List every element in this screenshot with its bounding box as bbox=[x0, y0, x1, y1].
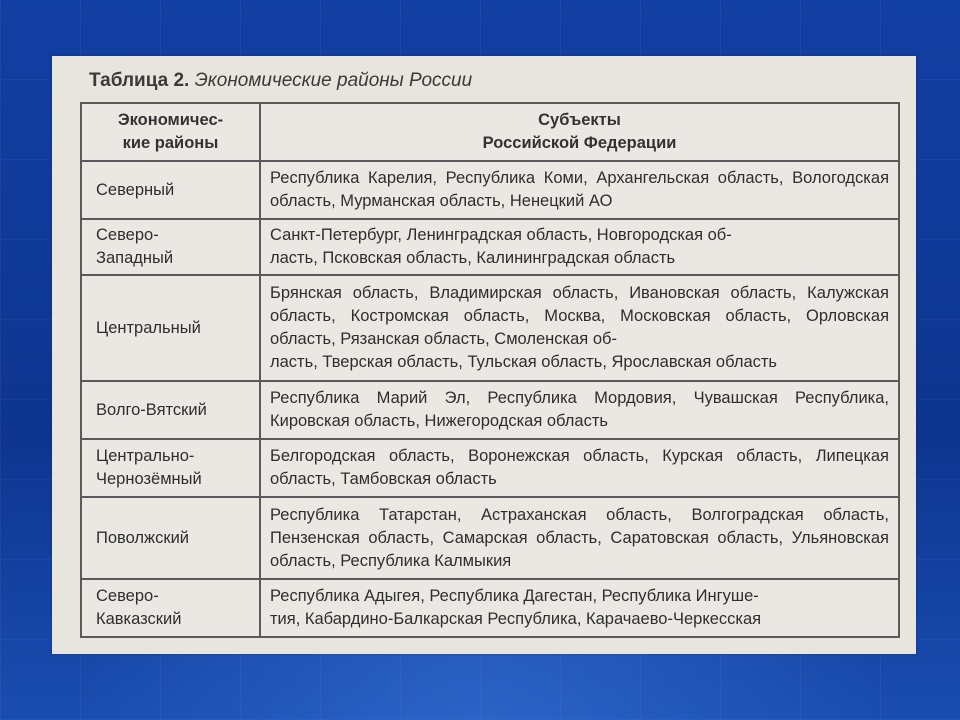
table-caption bbox=[89, 70, 472, 92]
table-header-row bbox=[81, 103, 899, 161]
subjects-cell bbox=[260, 439, 899, 497]
subjects-cell bbox=[260, 275, 899, 381]
table-caption-number: Таблица 2. bbox=[89, 70, 190, 91]
region-name: Северо- Западный bbox=[96, 226, 174, 267]
table-row bbox=[81, 381, 899, 439]
subjects-cell bbox=[260, 161, 899, 219]
table-row bbox=[81, 497, 899, 579]
region-cell bbox=[81, 439, 260, 497]
region-name: Поволжский bbox=[96, 528, 189, 547]
subjects-text: Республика Марий Эл, Республика Мордовия, Чувашская Республика, Кировская область, Нижегородская область bbox=[270, 389, 889, 430]
subjects-text: Белгородская область, Воронежская область, Курская область, Липецкая область, Тамбовская область bbox=[270, 447, 889, 488]
region-cell bbox=[81, 497, 260, 579]
table-row bbox=[81, 439, 899, 497]
region-cell bbox=[81, 219, 260, 275]
subjects-text: Санкт-Петербург, Ленинградская область, Новгородская об- ласть, Псковская область, Калининградская область bbox=[270, 226, 732, 267]
subjects-text: Республика Карелия, Республика Коми, Архангельская область, Вологодская область, Мурманская область, Ненецкий АО bbox=[270, 169, 889, 210]
table-row bbox=[81, 275, 899, 381]
table-row bbox=[81, 219, 899, 275]
region-name: Северо- Кавказский bbox=[96, 587, 182, 628]
economic-regions-table bbox=[80, 102, 900, 638]
table-row bbox=[81, 161, 899, 219]
header-economic-regions: Экономичес- кие районы bbox=[81, 103, 260, 161]
region-name: Северный bbox=[96, 180, 175, 199]
region-name: Центрально- Чернозёмный bbox=[96, 447, 202, 488]
subjects-text: Брянская область, Владимирская область, Ивановская область, Калужская область, Костромская область, Москва, Московская область, Орловская область, Рязанская область, Смоленская об- ласть, Тверская область, Тульская область, Ярославская область bbox=[270, 284, 889, 371]
subjects-text: Республика Адыгея, Республика Дагестан, Республика Ингуше- тия, Кабардино-Балкарская Республика, Карачаево-Черкесская bbox=[270, 587, 762, 628]
region-name: Волго-Вятский bbox=[96, 400, 207, 419]
region-cell bbox=[81, 161, 260, 219]
table-caption-title: Экономические районы России bbox=[194, 70, 473, 91]
scanned-page bbox=[52, 56, 916, 654]
subjects-cell bbox=[260, 579, 899, 637]
region-cell bbox=[81, 381, 260, 439]
table-row bbox=[81, 579, 899, 637]
region-cell bbox=[81, 275, 260, 381]
subjects-text: Республика Татарстан, Астраханская область, Волгоградская область, Пензенская область, Самарская область, Саратовская область, Ульяновская область, Республика Калмыкия bbox=[270, 505, 889, 570]
header-federal-subjects: Субъекты Российской Федерации bbox=[260, 103, 899, 161]
subjects-cell bbox=[260, 381, 899, 439]
region-cell bbox=[81, 579, 260, 637]
subjects-cell bbox=[260, 219, 899, 275]
region-name: Центральный bbox=[96, 318, 201, 337]
subjects-cell bbox=[260, 497, 899, 579]
